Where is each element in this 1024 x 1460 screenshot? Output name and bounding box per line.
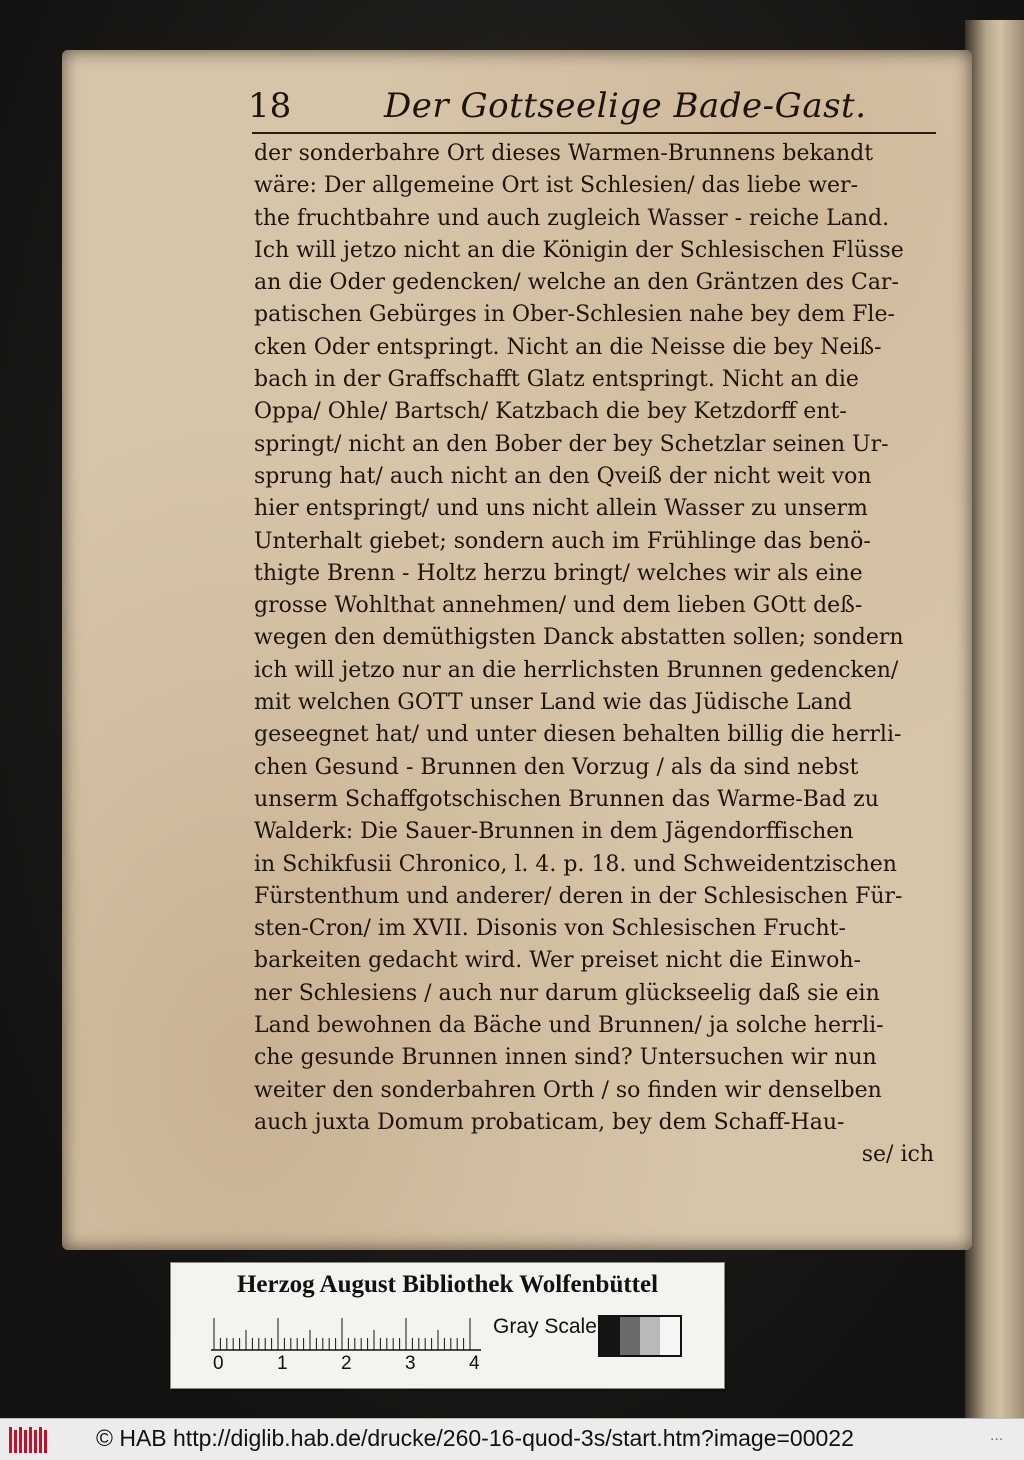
page-body-text — [254, 138, 944, 1172]
text-line: in Schikfusii Chronico, l. 4. p. 18. und Schweidentzischen — [254, 851, 897, 877]
scale-number: 0 — [213, 1353, 224, 1374]
text-line: the fruchtbahre und auch zugleich Wasser - reiche Land. — [254, 205, 890, 231]
logo-bar — [44, 1430, 47, 1453]
text-line: wegen den demüthigsten Danck abstatten sollen; sondern — [254, 625, 904, 651]
text-line: thigte Brenn - Holtz herzu bringt/ welches wir als eine — [254, 560, 863, 586]
text-line: an die Oder gedencken/ welche an den Gräntzen des Car- — [254, 270, 899, 296]
more-icon[interactable]: ... — [990, 1427, 1004, 1444]
library-color-card — [170, 1262, 725, 1389]
text-line: ner Schlesiens / auch nur darum glückseelig daß sie ein — [254, 980, 880, 1006]
scale-number: 4 — [469, 1353, 480, 1374]
facing-page-edge — [965, 20, 1024, 1418]
logo-bar — [39, 1427, 42, 1453]
text-line: unserm Schaffgotschischen Brunnen das Warme-Bad zu — [254, 786, 879, 812]
scale-number: 1 — [277, 1353, 288, 1374]
text-line: Ich will jetzo nicht an die Königin der Schlesischen Flüsse — [254, 237, 904, 263]
scale-number: 2 — [341, 1353, 352, 1374]
gray-swatch — [620, 1317, 640, 1355]
page-header — [248, 86, 938, 132]
text-line: cken Oder entspringt. Nicht an die Neisse die bey Neiß- — [254, 334, 882, 360]
logo-bar — [24, 1430, 27, 1453]
text-line: Fürstenthum und anderer/ deren in der Schlesischen Für- — [254, 883, 903, 909]
gray-scale-label: Gray Scale — [493, 1315, 597, 1338]
text-line: sten-Cron/ im XVII. Disonis von Schlesischen Frucht- — [254, 916, 846, 942]
header-rule — [252, 132, 936, 134]
text-line: wäre: Der allgemeine Ort ist Schlesien/ das liebe wer- — [254, 173, 859, 199]
text-line: bach in der Graffschafft Glatz entspringt. Nicht an die — [254, 367, 859, 393]
ruler-scale-icon — [211, 1317, 481, 1351]
text-line: Walderk: Die Sauer-Brunnen in dem Jägendorffischen — [254, 819, 854, 845]
text-line: patischen Gebürges in Ober-Schlesien nahe bey dem Fle- — [254, 302, 895, 328]
running-title: Der Gottseelige Bade-Gast. — [384, 86, 867, 126]
text-line: der sonderbahre Ort dieses Warmen-Brunnens bekandt — [254, 141, 874, 166]
footer-url-text[interactable]: © HAB http://diglib.hab.de/drucke/260-16-quod-3s/start.htm?image=00022 — [96, 1425, 854, 1451]
catchword: se/ ich — [861, 1142, 934, 1168]
text-line: grosse Wohlthat annehmen/ und dem lieben GOtt deß- — [254, 593, 863, 619]
logo-bar — [19, 1427, 22, 1453]
logo-bar — [29, 1427, 32, 1453]
text-line: weiter den sonderbahren Orth / so finden wir denselben — [254, 1077, 882, 1103]
logo-bar — [9, 1427, 12, 1453]
text-line: ich will jetzo nur an die herrlichsten Brunnen gedencken/ — [254, 657, 899, 683]
gray-swatch — [640, 1317, 660, 1355]
scale-number: 3 — [405, 1353, 416, 1374]
text-line: springt/ nicht an den Bober der bey Schetzlar seinen Ur- — [254, 431, 889, 457]
library-name: Herzog August Bibliothek Wolfenbüttel — [236, 1271, 659, 1298]
text-line: hier entspringt/ und uns nicht allein Wasser zu unserm — [254, 496, 868, 522]
text-line: mit welchen GOTT unser Land wie das Jüdische Land — [254, 690, 853, 716]
gray-swatch — [660, 1317, 680, 1355]
footer-bar — [0, 1418, 1024, 1460]
page-number: 18 — [248, 86, 292, 126]
text-line: geseegnet hat/ und unter diesen behalten billig die herrli- — [254, 722, 902, 748]
text-line: chen Gesund - Brunnen den Vorzug / als da sind nebst — [254, 754, 859, 780]
gray-swatch — [600, 1317, 620, 1355]
text-line: che gesunde Brunnen innen sind? Untersuchen wir nun — [254, 1045, 877, 1071]
logo-bar — [14, 1430, 17, 1453]
text-line: sprung hat/ auch nicht an den Qveiß der nicht weit von — [254, 463, 872, 489]
text-line: Land bewohnen da Bäche und Brunnen/ ja solche herrli- — [254, 1013, 884, 1039]
logo-bar — [34, 1430, 37, 1453]
text-line: auch juxta Domum probaticam, bey dem Schaff-Hau- — [254, 1109, 845, 1135]
gray-scale-swatches — [598, 1315, 682, 1357]
text-line: Oppa/ Ohle/ Bartsch/ Katzbach die bey Ketzdorff ent- — [254, 399, 847, 425]
text-line: barkeiten gedacht wird. Wer preiset nicht die Einwoh- — [254, 948, 861, 974]
hab-logo-icon — [8, 1426, 48, 1454]
text-line: Unterhalt giebet; sondern auch im Frühlinge das benö- — [254, 528, 871, 554]
